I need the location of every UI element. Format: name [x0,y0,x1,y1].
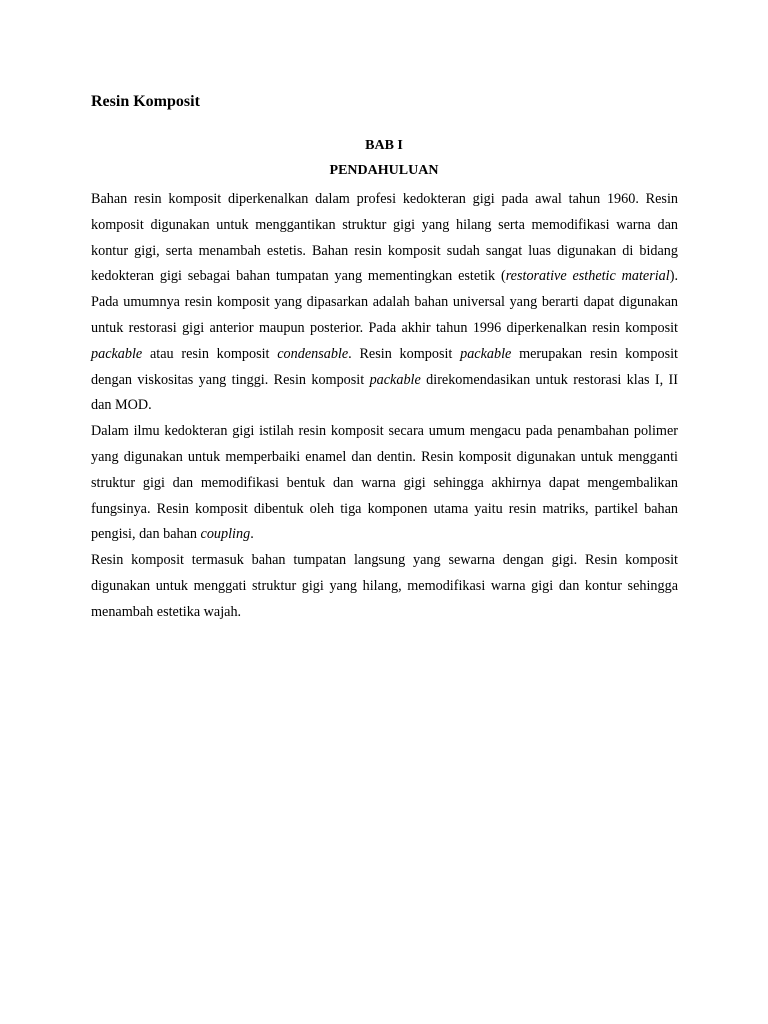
paragraph-text: Dalam ilmu kedokteran gigi istilah resin komposit secara umum mengacu pada penambahan polimer yang digunakan untuk memperbaiki enamel dan dentin. Resin komposit digunakan untuk mengganti struktur gigi dan memodifikasi bentuk dan warna gigi sehingga akhirnya dapat mengembalikan fungsinya. Resin komposit dibentuk oleh tiga komponen utama yaitu resin matriks, partikel bahan pengisi, dan bahan [91,423,678,543]
paragraph-text: . [250,526,254,543]
italic-term: packable [369,371,421,388]
chapter-title: PENDAHULUAN [329,163,439,178]
paragraph-text: Resin komposit termasuk bahan tumpatan langsung yang sewarna dengan gigi. Resin komposit digunakan untuk menggati struktur gigi yang hilang, memodifikasi warna gigi dan kontur sehingga menambah estetika wajah. [91,552,678,620]
document-title: Resin Komposit [91,93,200,110]
italic-term: packable [460,345,512,362]
italic-term: coupling [200,526,251,543]
paragraph-text: merupakan resin komposit dengan viskositas yang tinggi. Resin komposit [91,345,678,388]
paragraph-text: direkomendasikan untuk restorasi klas I, II dan MOD. [91,371,678,414]
paragraph-text: ). Pada umumnya resin komposit yang dipasarkan adalah bahan universal yang berarti dapat digunakan untuk restorasi gigi anterior maupun posterior. Pada akhir tahun 1996 diperkenalkan resin komposit [91,268,678,336]
chapter-number: BAB I [365,138,403,153]
paragraph-3 [91,548,678,625]
paragraph-text: atau resin komposit [142,345,278,362]
paragraph-1 [91,187,678,419]
paragraph-2 [91,419,678,548]
italic-term: condensable [277,345,349,362]
italic-term: restorative esthetic material [505,268,670,285]
italic-term: packable [91,345,143,362]
document-body [91,187,678,626]
paragraph-text: Bahan resin komposit diperkenalkan dalam profesi kedokteran gigi pada awal tahun 1960. Resin komposit digunakan untuk menggantikan struktur gigi yang hilang serta memodifikasi warna dan kontur gigi, serta menambah estetis. Bahan resin komposit sudah sangat luas digunakan di bidang kedokteran gigi sebagai bahan tumpatan yang mementingkan estetik ( [91,191,678,285]
paragraph-text: . Resin komposit [348,345,461,362]
